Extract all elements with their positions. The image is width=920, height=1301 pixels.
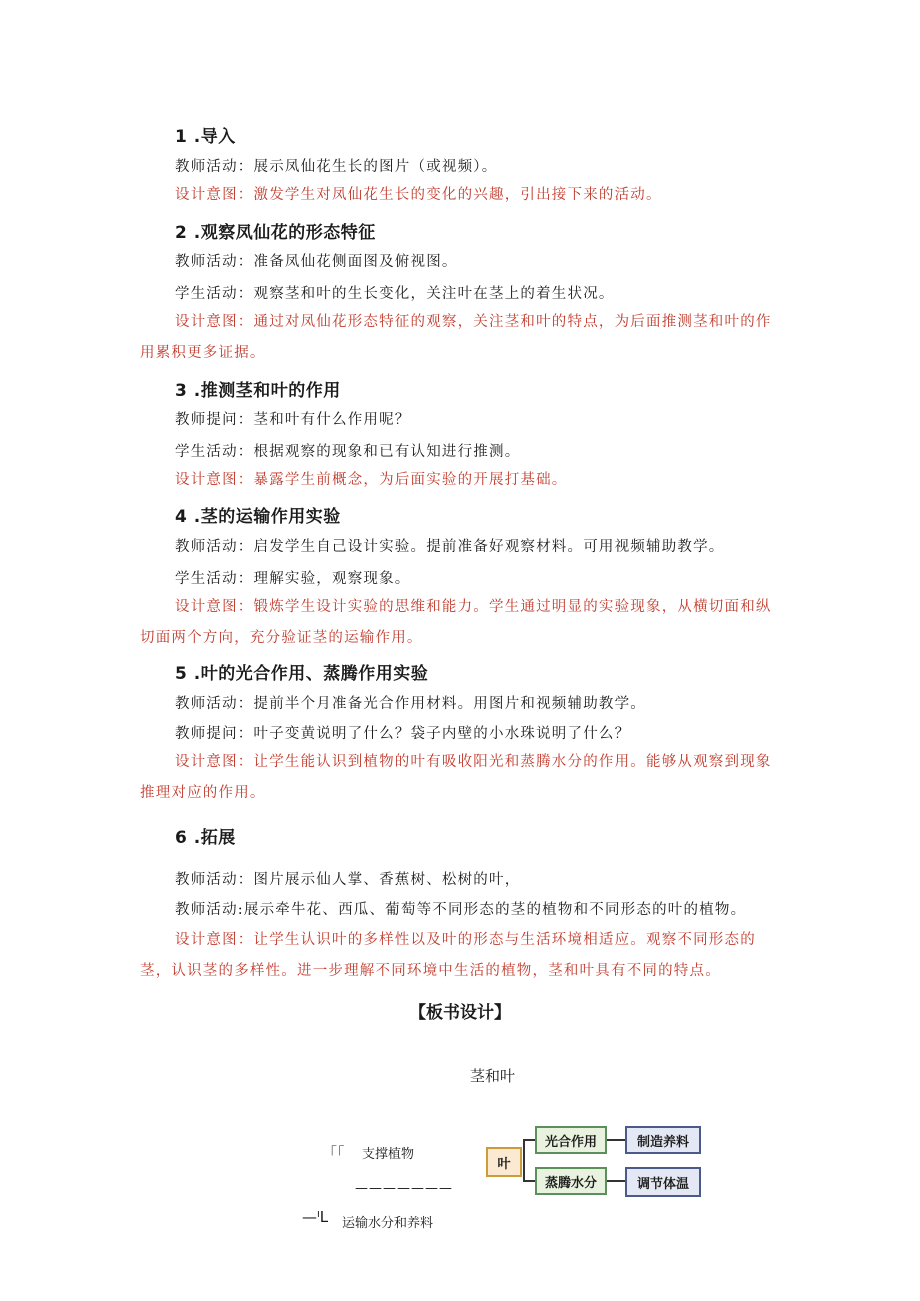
section-3-line-1: 教师提问：茎和叶有什么作用呢？ [175, 412, 411, 428]
section-5-line-2: 教师提问：叶子变黄说明了什么？袋子内壁的小水珠说明了什么？ [175, 726, 631, 742]
leaf-bracket-vertical [523, 1139, 525, 1182]
leaf-box: 叶 [486, 1147, 522, 1177]
section-4-line-2: 学生活动：理解实验，观察现象。 [175, 571, 411, 587]
leaf-function-photosynthesis: 光合作用 [535, 1126, 607, 1154]
stem-bracket-top: 「「 [322, 1144, 345, 1162]
section-4-line-1: 教师活动：启发学生自己设计实验。提前准备好观察材料。可用视频辅助教学。 [175, 539, 725, 555]
section-3-intent: 设计意图：暴露学生前概念，为后面实验的开展打基础。 [175, 472, 568, 488]
section-2-line-2: 学生活动：观察茎和叶的生长变化，关注叶在茎上的着生状况。 [175, 286, 615, 302]
leaf-arrow-2 [607, 1180, 625, 1182]
section-2-intent: 设计意图：通过对凤仙花形态特征的观察，关注茎和叶的特点，为后面推测茎和叶的作用累积更多证据。 [140, 314, 772, 361]
section-3-line-2: 学生活动：根据观察的现象和已有认知进行推测。 [175, 444, 521, 460]
section-6-intent: 设计意图：让学生认识叶的多样性以及叶的形态与生活环境相适应。观察不同形态的茎，认识茎的多样性。进一步理解不同环境中生活的植物，茎和叶具有不同的特点。 [140, 932, 756, 979]
board-subtitle: 茎和叶 [469, 1067, 515, 1085]
section-1-heading: 1 .导入 [175, 127, 236, 147]
leaf-function-transpiration: 蒸腾水分 [535, 1167, 607, 1195]
leaf-bracket-bottom [523, 1180, 535, 1182]
board-title: 【板书设计】 [409, 1003, 511, 1023]
stem-item-support: 支撑植物 [362, 1147, 415, 1162]
section-6-line-1: 教师活动：图片展示仙人掌、香蕉树、松树的叶， [175, 872, 521, 888]
section-3-heading: 3 .推测茎和叶的作用 [175, 381, 341, 401]
section-1-intent: 设计意图：激发学生对凤仙花生长的变化的兴趣，引出接下来的活动。 [175, 187, 662, 203]
section-1-line-1: 教师活动：展示凤仙花生长的图片（或视频）。 [175, 159, 498, 175]
leaf-arrow-1 [607, 1139, 625, 1141]
section-5-heading: 5 .叶的光合作用、蒸腾作用实验 [175, 664, 429, 684]
section-2-heading: 2 .观察凤仙花的形态特征 [175, 223, 376, 243]
leaf-result-temperature: 调节体温 [625, 1167, 701, 1197]
section-4-intent: 设计意图：锻炼学生设计实验的思维和能力。学生通过明显的实验现象，从横切面和纵切面两个方向，充分验证茎的运输作用。 [140, 599, 772, 646]
stem-item-transport: 运输水分和养料 [342, 1216, 434, 1231]
section-6-heading: 6 .拓展 [175, 828, 236, 848]
section-4-heading: 4 .茎的运输作用实验 [175, 507, 341, 527]
section-6-line-2: 教师活动:展示牵牛花、西瓜、葡萄等不同形态的茎的植物和不同形态的叶的植物。 [175, 902, 747, 918]
section-5-intent: 设计意图：让学生能认识到植物的叶有吸收阳光和蒸腾水分的作用。能够从观察到现象推理对应的作用。 [140, 754, 772, 801]
stem-bracket-bottom: —ᴵL [302, 1208, 329, 1226]
stem-dashes: ——————— [355, 1181, 453, 1196]
section-2-line-1: 教师活动：准备凤仙花侧面图及俯视图。 [175, 254, 458, 270]
leaf-result-nutrients: 制造养料 [625, 1126, 701, 1154]
leaf-bracket-top [523, 1139, 535, 1141]
section-5-line-1: 教师活动：提前半个月准备光合作用材料。用图片和视频辅助教学。 [175, 696, 646, 712]
